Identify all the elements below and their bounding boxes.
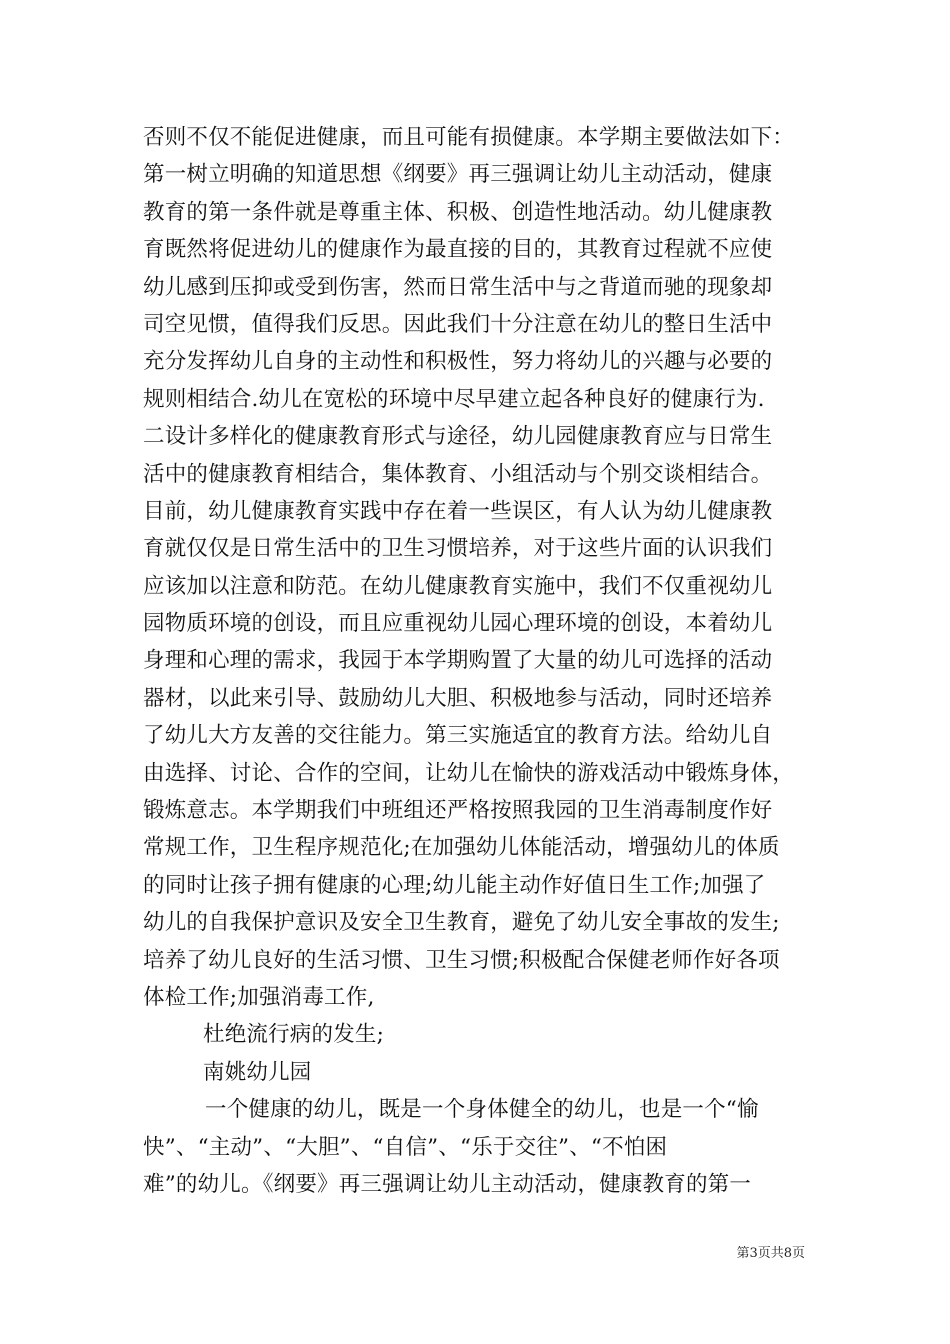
text-line: 了幼儿大方友善的交往能力。第三实施适宜的教育方法。给幼儿自	[143, 723, 773, 749]
text-line: 锻炼意志。本学期我们中班组还严格按照我园的卫生消毒制度作好	[143, 798, 773, 824]
text-line: 活中的健康教育相结合，集体教育、小组活动与个别交谈相结合。	[143, 461, 773, 487]
page-number: 第3页共8页	[736, 1246, 805, 1261]
text-line: 园物质环境的创设，而且应重视幼儿园心理环境的创设，本着幼儿	[143, 611, 773, 637]
text-line: 的同时让孩子拥有健康的心理;幼儿能主动作好值日生工作;加强了	[143, 872, 766, 898]
text-line: 体检工作;加强消毒工作,	[143, 984, 375, 1010]
text-line: 器材，以此来引导、鼓励幼儿大胆、积极地参与活动，同时还培养	[143, 685, 773, 711]
text-line: 充分发挥幼儿自身的主动性和积极性，努力将幼儿的兴趣与必要的	[143, 349, 773, 375]
text-line: 常规工作，卫生程序规范化;在加强幼儿体能活动，增强幼儿的体质	[143, 835, 780, 861]
paragraph-line: 快”、“主动”、“大胆”、“自信”、“乐于交往”、“不怕困	[143, 1134, 668, 1160]
paragraph-line: 一个健康的幼儿，既是一个身体健全的幼儿，也是一个“愉	[205, 1097, 759, 1123]
document-body	[143, 119, 813, 1203]
paragraph-line: 难”的幼儿。《纲要》再三强调让幼儿主动活动，健康教育的第一	[143, 1171, 752, 1197]
text-line: 身理和心理的需求，我园于本学期购置了大量的幼儿可选择的活动	[143, 648, 773, 674]
text-line: 育既然将促进幼儿的健康作为最直接的目的，其教育过程就不应使	[143, 237, 773, 263]
text-line: 第一树立明确的知道思想《纲要》再三强调让幼儿主动活动，健康	[143, 162, 773, 188]
text-line: 幼儿感到压抑或受到伤害，然而日常生活中与之背道而驰的现象却	[143, 274, 773, 300]
text-line: 否则不仅不能促进健康，而且可能有损健康。本学期主要做法如下：	[143, 125, 795, 150]
indented-line: 杜绝流行病的发生;	[203, 1022, 385, 1048]
text-line: 目前，幼儿健康教育实践中存在着一些误区，有人认为幼儿健康教	[143, 498, 773, 524]
text-line: 规则相结合.幼儿在宽松的环境中尽早建立起各种良好的健康行为.	[143, 386, 765, 412]
text-line: 应该加以注意和防范。在幼儿健康教育实施中，我们不仅重视幼儿	[143, 573, 773, 599]
text-line: 幼儿的自我保护意识及安全卫生教育，避免了幼儿安全事故的发生;	[143, 910, 780, 936]
text-line: 由选择、讨论、合作的空间，让幼儿在愉快的游戏活动中锻炼身体，	[143, 760, 795, 786]
text-line: 教育的第一条件就是尊重主体、积极、创造性地活动。幼儿健康教	[143, 199, 773, 225]
text-line: 二设计多样化的健康教育形式与途径，幼儿园健康教育应与日常生	[143, 424, 773, 450]
author-line: 南姚幼儿园	[203, 1059, 312, 1085]
text-line: 育就仅仅是日常生活中的卫生习惯培养，对于这些片面的认识我们	[143, 536, 773, 562]
text-line: 司空见惯，值得我们反思。因此我们十分注意在幼儿的整日生活中	[143, 311, 773, 337]
text-line: 培养了幼儿良好的生活习惯、卫生习惯;积极配合保健老师作好各项	[143, 947, 780, 973]
